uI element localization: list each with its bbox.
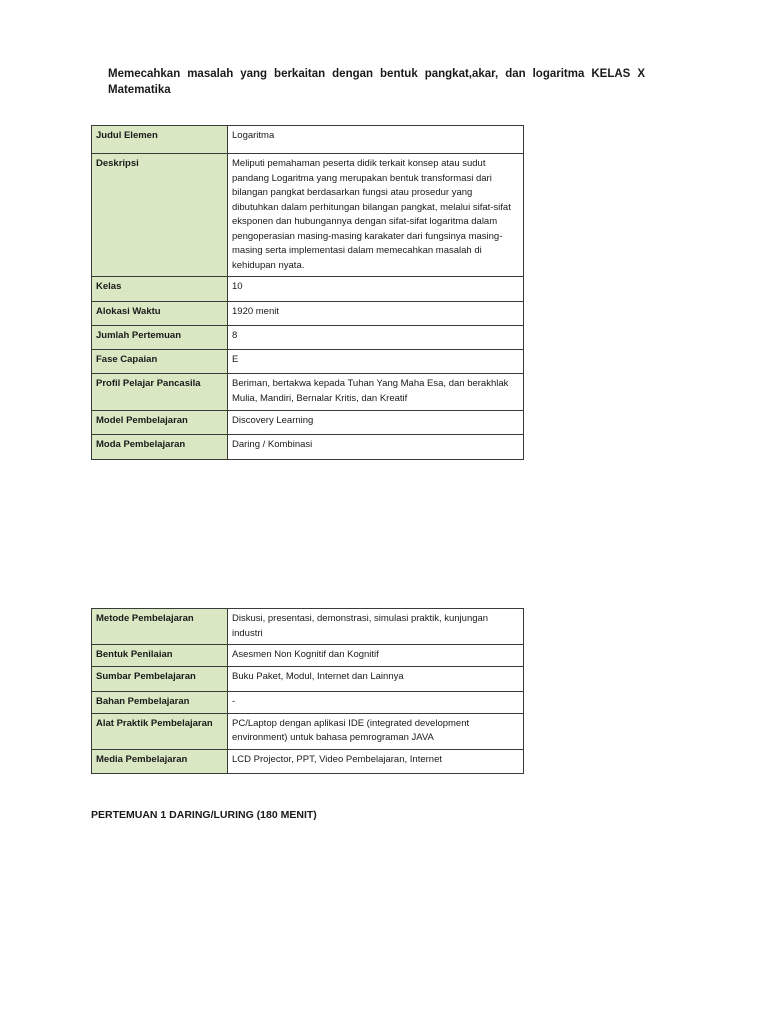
row-label-sumbar-pembelajaran: Sumbar Pembelajaran — [92, 666, 228, 691]
table-row — [92, 411, 524, 435]
row-label-bentuk-penilaian: Bentuk Penilaian — [92, 645, 228, 667]
row-value-alokasi-waktu: 1920 menit — [228, 302, 524, 326]
row-label-judul-elemen: Judul Elemen — [92, 126, 228, 154]
row-label-deskripsi: Deskripsi — [92, 154, 228, 277]
row-label-kelas: Kelas — [92, 277, 228, 302]
table-row — [92, 691, 524, 713]
row-value-model-pembelajaran: Discovery Learning — [228, 411, 524, 435]
row-value-sumbar-pembelajaran: Buku Paket, Modul, Internet dan Lainnya — [228, 666, 524, 691]
row-label-alokasi-waktu: Alokasi Waktu — [92, 302, 228, 326]
row-value-kelas: 10 — [228, 277, 524, 302]
lesson-info-table — [91, 125, 524, 460]
row-value-bahan-pembelajaran: - — [228, 691, 524, 713]
row-label-jumlah-pertemuan: Jumlah Pertemuan — [92, 326, 228, 350]
row-label-alat-praktik: Alat Praktik Pembelajaran — [92, 713, 228, 749]
table-row — [92, 749, 524, 773]
table-row — [92, 126, 524, 154]
row-value-profil-pelajar: Beriman, bertakwa kepada Tuhan Yang Maha Esa, dan berakhlak Mulia, Mandiri, Bernalar Kritis, dan Kreatif — [228, 374, 524, 411]
table-row — [92, 277, 524, 302]
row-value-judul-elemen: Logaritma — [228, 126, 524, 154]
table-row — [92, 154, 524, 277]
table-row — [92, 609, 524, 645]
row-label-bahan-pembelajaran: Bahan Pembelajaran — [92, 691, 228, 713]
row-label-model-pembelajaran: Model Pembelajaran — [92, 411, 228, 435]
row-label-media-pembelajaran: Media Pembelajaran — [92, 749, 228, 773]
table-row — [92, 435, 524, 460]
row-value-deskripsi: Meliputi pemahaman peserta didik terkait konsep atau sudut pandang Logaritma yang merupakan bentuk transformasi dari bilangan pangkat berdasarkan fungsi atau prosedur yang dibutuhkan dalam perhitungan bilangan pangkat, melalui sifat-sifat eksponen dan hubungannya dengan sifat-sifat logaritma dalam pengoperasian masing-masing karakater dari fungsinya masing-masing serta implementasi dalam memecahkan masalah di kehidupan nyata. — [228, 154, 524, 277]
meeting-heading: PERTEMUAN 1 DARING/LURING (180 MENIT) — [91, 809, 317, 821]
table-row — [92, 302, 524, 326]
table-row — [92, 713, 524, 749]
row-label-fase-capaian: Fase Capaian — [92, 350, 228, 374]
row-label-metode-pembelajaran: Metode Pembelajaran — [92, 609, 228, 645]
row-label-moda-pembelajaran: Moda Pembelajaran — [92, 435, 228, 460]
row-value-media-pembelajaran: LCD Projector, PPT, Video Pembelajaran, Internet — [228, 749, 524, 773]
row-value-metode-pembelajaran: Diskusi, presentasi, demonstrasi, simulasi praktik, kunjungan industri — [228, 609, 524, 645]
row-label-profil-pelajar: Profil Pelajar Pancasila — [92, 374, 228, 411]
row-value-fase-capaian: E — [228, 350, 524, 374]
table-row — [92, 666, 524, 691]
table-row — [92, 350, 524, 374]
row-value-alat-praktik: PC/Laptop dengan aplikasi IDE (integrated development environment) untuk bahasa pemrograman JAVA — [228, 713, 524, 749]
table-row — [92, 326, 524, 350]
row-value-moda-pembelajaran: Daring / Kombinasi — [228, 435, 524, 460]
learning-resources-table — [91, 608, 524, 774]
row-value-bentuk-penilaian: Asesmen Non Kognitif dan Kognitif — [228, 645, 524, 667]
table-row — [92, 645, 524, 667]
row-value-jumlah-pertemuan: 8 — [228, 326, 524, 350]
table-row — [92, 374, 524, 411]
document-title: Memecahkan masalah yang berkaitan dengan bentuk pangkat,akar, dan logaritma KELAS X Matematika — [108, 68, 645, 96]
